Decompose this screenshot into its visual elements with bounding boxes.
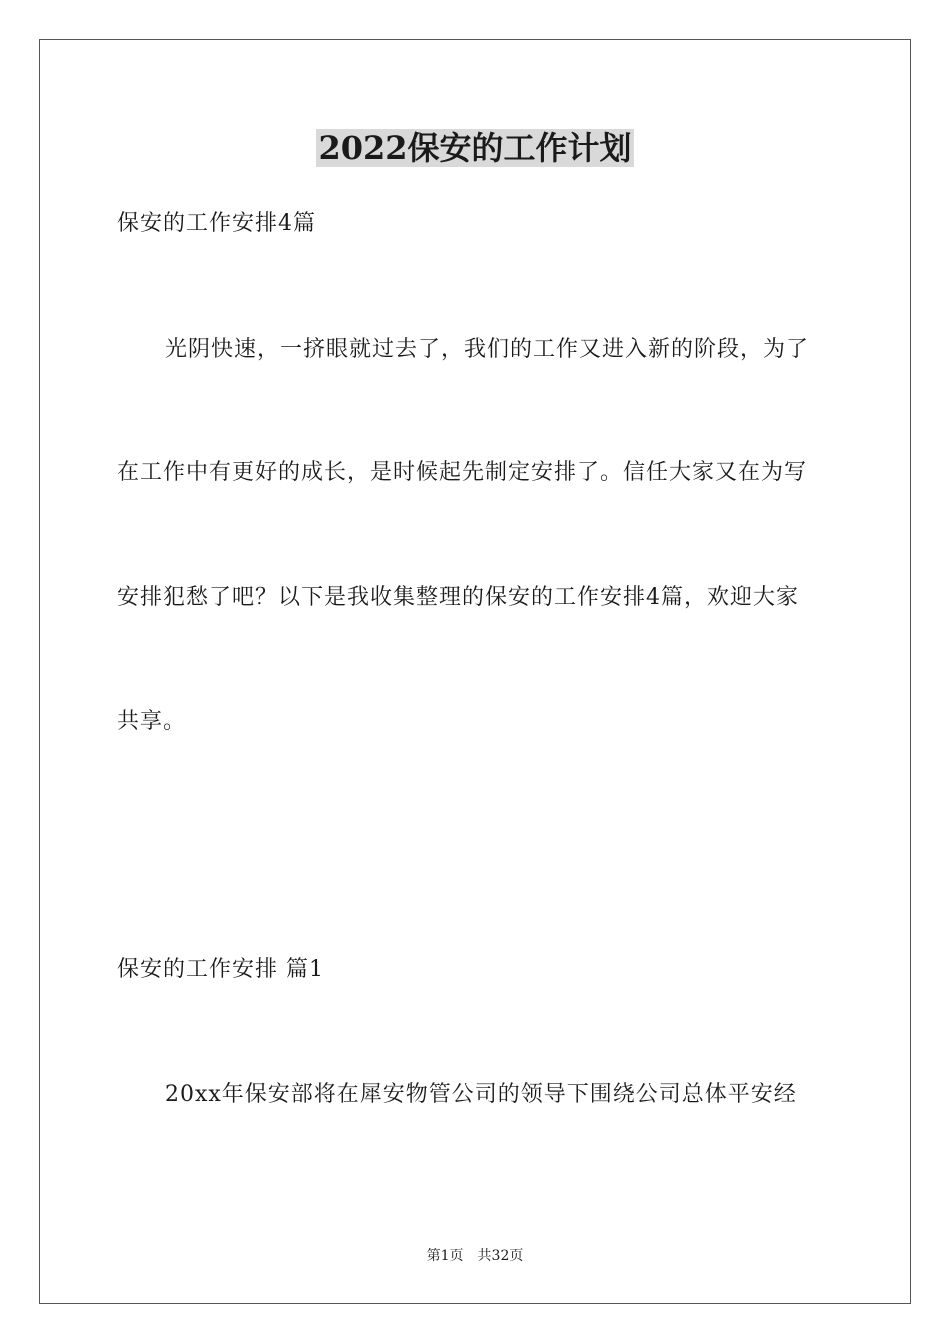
intro-line-1: 光阴快速，一挤眼就过去了，我们的工作又进入新的阶段，为了: [165, 337, 810, 362]
section-1-line-1: 20xx年保安部将在犀安物管公司的领导下围绕公司总体平安经: [165, 1082, 797, 1107]
document-subtitle: 保安的工作安排4篇: [117, 211, 316, 236]
intro-line-4: 共享。: [117, 709, 187, 734]
intro-line-3: 安排犯愁了吧？以下是我收集整理的保安的工作安排4篇，欢迎大家: [117, 585, 799, 610]
intro-line-2: 在工作中有更好的成长，是时候起先制定安排了。信任大家又在为写: [117, 460, 808, 485]
document-title: [0, 126, 950, 170]
document-title-text: 2022保安的工作计划: [318, 129, 632, 167]
page-footer: 第1页 共32页: [426, 1248, 524, 1264]
section-1-heading: 保安的工作安排 篇1: [117, 957, 324, 982]
